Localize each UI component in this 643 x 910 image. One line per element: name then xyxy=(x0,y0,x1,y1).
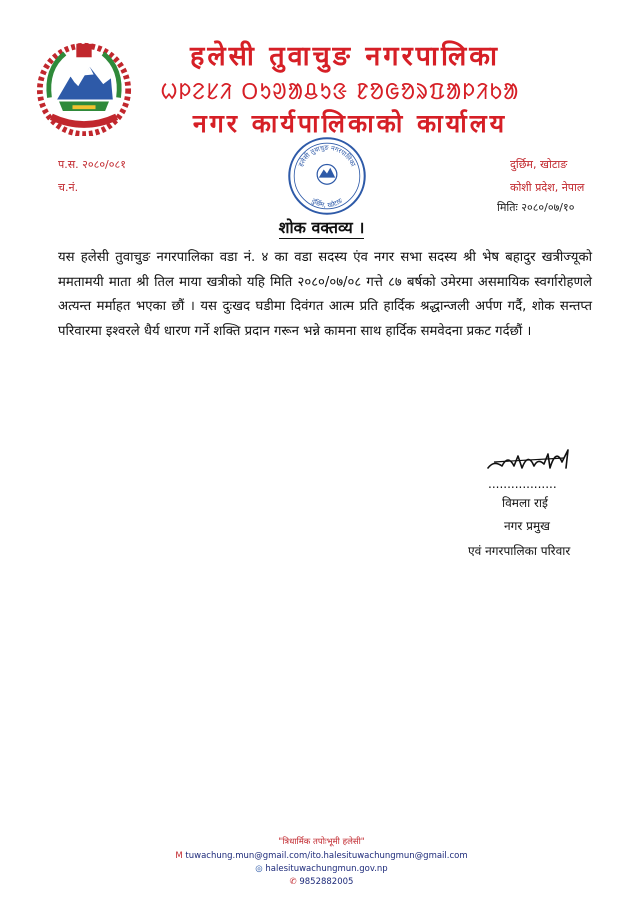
signatory-title: नगर प्रमुख xyxy=(504,519,550,533)
footer-website-line xyxy=(0,864,643,874)
footer-phone: 9852882005 xyxy=(299,877,354,887)
dispatch-number: च.नं. xyxy=(58,181,79,194)
letter-number: प.स. २०८०/०८१ xyxy=(58,158,126,171)
nepal-emblem-icon xyxy=(36,40,132,136)
signature-dots: .................. xyxy=(488,477,557,491)
footer-website[interactable]: halesituwachungmun.gov.np xyxy=(265,864,388,874)
office-stamp-icon xyxy=(286,135,368,217)
location-line-2: कोशी प्रदेश, नेपाल xyxy=(510,181,585,194)
document-heading-text: शोक वक्तव्य । xyxy=(278,218,365,237)
signatory-family: एवं नगरपालिका परिवार xyxy=(468,544,571,558)
condolence-paragraph: यस हलेसी तुवाचुङ नगरपालिका वडा नं. ४ का वडा सदस्य एंव नगर सभा सदस्य श्री भेष बहादुर खत्रीज्यूको ममतामयी माता श्री तिल माया खत्रीको यहि मिति २०८०/०७/०८ गत्ते ८७ बर्षको उमेरमा असमायिक स्वर्गारोहणले अत्यन्त मर्माहत भएका छौं । यस दुःखद घडीमा दिवंगत आत्म प्रति हार्दिक श्रद्धान्जली अर्पण गर्दै, शोक सन्तप्त परिवारमा इश्वरले धैर्य धारण गर्ने शक्ति प्रदान गरून भन्ने कामना साथ हार्दिक समवेदना प्रकट गर्दछौं । xyxy=(58,250,592,339)
municipality-name: हलेसी तुवाचुङ नगरपालिका xyxy=(189,41,500,72)
footer-email[interactable]: tuwachung.mun@gmail.com/ito.halesituwachungmun@gmail.com xyxy=(185,851,468,861)
footer-email-line xyxy=(0,851,643,861)
footer-tagline: "त्रिधार्मिक तपोःभूमी हलेसी" xyxy=(278,837,365,847)
footer-phone-line xyxy=(0,877,643,887)
signatory-name: विमला राई xyxy=(502,496,548,510)
location-line-1: दुर्छिम, खोटाङ xyxy=(510,158,568,171)
letter-date: मितिः २०८०/०७/१० xyxy=(497,201,575,214)
globe-icon: ◎ xyxy=(255,864,263,874)
svg-text:दुर्छिम, खोटाङ xyxy=(310,196,345,209)
document-heading xyxy=(0,216,643,238)
office-name: नगर कार्यपालिकाको कार्यालय xyxy=(192,109,508,138)
signature-mark xyxy=(484,442,580,478)
stamp-text-bottom: दुर्छिम, खोटाङ xyxy=(310,196,344,210)
gmail-icon: M xyxy=(175,851,183,861)
municipality-name-script: ᱦᱞᱮᱥᱤ ᱛᱩᱣᱟᱪᱩᱝ ᱱᱚᱜᱚᱨᱯᱟᱞᱤᱠᱟ xyxy=(160,80,520,105)
stamp-text-top: हलेसी तुवाचुङ नगरपालिका xyxy=(296,143,358,168)
phone-icon: ✆ xyxy=(289,877,297,887)
